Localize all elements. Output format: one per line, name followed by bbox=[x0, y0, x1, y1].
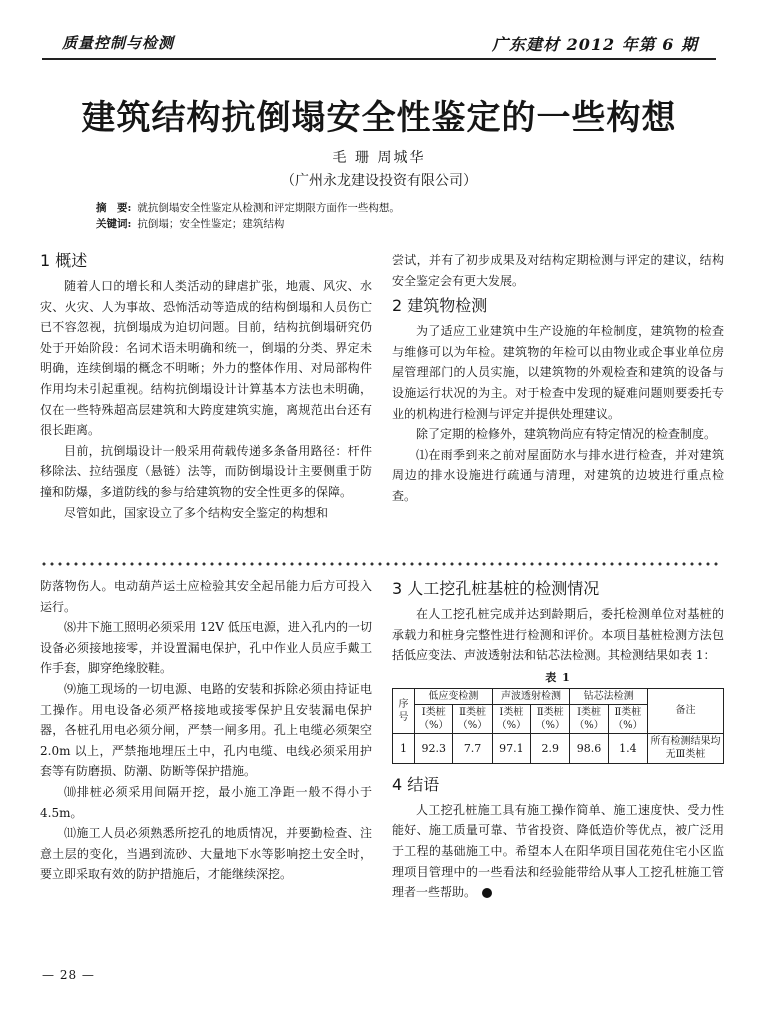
paragraph: ⑾施工人员必须熟悉所挖孔的地质情况，并要勤检查、注意土层的变化，当遇到流砂、大量地下水等影响挖土安全时，要立即采取有效的防护措施后，才能继续深挖。 bbox=[40, 826, 372, 882]
abstract-label: 摘 要: bbox=[96, 202, 132, 214]
paragraph: 在人工挖孔桩完成并达到龄期后，委托检测单位对基桩的承载力和桩身完整性进行检测和评价。本项目基桩检测方法包括低应变法、声波透射法和钻芯法检测。其检测结果如表 1： bbox=[392, 607, 724, 663]
section-heading-1: 1 概述 bbox=[40, 251, 88, 270]
paragraph: ⑽排桩必须采用间隔开挖，最小施工净距一般不得小于 4.5m。 bbox=[40, 784, 372, 820]
paragraph: 随着人口的增长和人类活动的肆虐扩张，地震、风灾、水灾、火灾、人为事故、恐怖活动等造成的结构倒塌和人员伤亡已不容忽视，抗倒塌成为迫切问题。目前，结构抗倒塌研究仍处于开始阶段：名词术语未明确和统一，倒塌的分类、界定未明确，连续倒塌的概念不明晰；外力的整体作用、对局部构件作用均未引起重视。结构抗倒塌设计计算基本方法也未明确，仅在一些特殊超高层建筑和大跨度建筑实施，离规范出台还有很长距离。 bbox=[40, 279, 372, 438]
header-rule bbox=[42, 58, 716, 60]
section-heading-3: 3 人工挖孔桩基桩的检测情况 bbox=[392, 579, 600, 598]
abstract bbox=[96, 201, 400, 216]
paragraph: ⑻井下施工照明必须采用 12V 低压电源，进入孔内的一切设备必须接地接零，并设置漏电保护，孔中作业人员应手戴工作手套，脚穿绝缘胶鞋。 bbox=[40, 620, 372, 676]
table-header-cell: 备注 bbox=[648, 688, 724, 733]
table-cell: 1 bbox=[393, 733, 415, 763]
table-header-row bbox=[393, 688, 724, 704]
lower-left-column bbox=[40, 576, 372, 885]
author-affiliation: （广州永龙建设投资有限公司） bbox=[281, 173, 477, 189]
paragraph: ⑴在雨季到来之前对屋面防水与排水进行检查，并对建筑周边的排水设施进行疏通与清理，对建筑的边坡进行重点检查。 bbox=[392, 447, 724, 503]
table-header-cell: 低应变检测 bbox=[415, 688, 493, 704]
table-cell: 1.4 bbox=[608, 733, 647, 763]
table-subheader-cell: Ⅱ类桩（%） bbox=[453, 704, 492, 733]
paragraph bbox=[392, 800, 724, 903]
paragraph: 目前，抗倒塌设计一般采用荷载传递多条备用路径：杆件移除法、拉结强度（悬链）法等，而防倒塌设计主要侧重于防撞和防爆，多道防线的参与给建筑物的安全性更多的保障。 bbox=[40, 443, 372, 499]
paragraph: 尽管如此，国家设立了多个结构安全鉴定的构想和 bbox=[64, 505, 329, 520]
table-subheader-cell: Ⅰ类桩（%） bbox=[415, 704, 453, 733]
table-row bbox=[393, 733, 724, 763]
end-of-article-icon bbox=[482, 888, 492, 898]
page-number: — 28 — bbox=[42, 968, 95, 982]
article-title: 建筑结构抗倒塌安全性鉴定的一些构想 bbox=[81, 98, 677, 138]
table-cell: 98.6 bbox=[570, 733, 608, 763]
results-table bbox=[392, 688, 724, 764]
table-subheader-cell: Ⅱ类桩（%） bbox=[608, 704, 647, 733]
paragraph: 尝试，并有了初步成果及对结构定期检测与评定的建议，结构安全鉴定会有更大发展。 bbox=[392, 253, 724, 288]
upper-right-column bbox=[392, 250, 724, 507]
paragraph: 防落物伤人。电动葫芦运土应检验其安全起吊能力后方可投入运行。 bbox=[40, 579, 372, 614]
lower-right-column bbox=[392, 578, 724, 903]
paragraph: ⑼施工现场的一切电源、电路的安装和拆除必须由持证电工操作。用电设备必须严格接地或接零保护且安装漏电保护器，各桩孔用电必须分闸，严禁一闸多用。孔上电缆必须架空 2.0m 以上，严禁拖地埋压土中，孔内电缆、电线必须采用护套等有防磨损、防潮、防断等保护措施。 bbox=[40, 681, 372, 779]
table-subheader-cell: Ⅱ类桩（%） bbox=[531, 704, 570, 733]
table-cell: 所有检测结果均无Ⅲ类桩 bbox=[648, 733, 724, 763]
section-label: 质量控制与检测 bbox=[62, 34, 175, 52]
table-header-cell: 声波透射检测 bbox=[492, 688, 570, 704]
table-cell: 2.9 bbox=[531, 733, 570, 763]
keywords bbox=[96, 217, 284, 232]
table-header-cell: 序号 bbox=[393, 688, 415, 733]
table-cell: 92.3 bbox=[415, 733, 453, 763]
section-heading-4: 4 结语 bbox=[392, 774, 440, 794]
paragraph: 为了适应工业建筑中生产设施的年检制度，建筑物的检查与维修可以为年检。建筑物的年检可以由物业或企事业单位房屋管理部门的人员实施，以建筑物的外观检查和建筑的设备与设施运行状况的为主。对于检查中发现的疑难问题则要委托专业的机构进行检测与评定并提供处理建议。 bbox=[392, 324, 724, 421]
section-heading-2: 2 建筑物检测 bbox=[392, 296, 488, 316]
abstract-text: 就抗倒塌安全性鉴定从检测和评定期限方面作一些构想。 bbox=[137, 202, 400, 214]
keywords-text: 抗倒塌；安全性鉴定；建筑结构 bbox=[137, 218, 285, 230]
table-subheader-cell: Ⅰ类桩（%） bbox=[492, 704, 530, 733]
paragraph-text: 人工挖孔桩施工具有施工操作简单、施工速度快、受力性能好、施工质量可靠、节省投资、降低造价等优点，被广泛用于工程的基础施工中。希望本人在阳华项目国花苑住宅小区监理项目管理中的一些看法和经验能带给从事人工挖孔桩施工管理者一些帮助。 bbox=[392, 802, 724, 900]
journal-issue: 广东建材 2012 年第 6 期 bbox=[492, 35, 698, 54]
table-cell: 7.7 bbox=[453, 733, 492, 763]
paragraph: 除了定期的检修外，建筑物尚应有特定情况的检查制度。 bbox=[416, 427, 717, 442]
keywords-label: 关键词: bbox=[96, 218, 132, 230]
running-header bbox=[42, 28, 716, 58]
article-authors: 毛 珊 周城华 bbox=[332, 150, 426, 166]
table-subheader-cell: Ⅰ类桩（%） bbox=[570, 704, 608, 733]
upper-left-column bbox=[40, 250, 372, 523]
table-caption: 表 1 bbox=[545, 670, 571, 684]
article-divider bbox=[40, 561, 718, 567]
table-cell: 97.1 bbox=[492, 733, 530, 763]
table-header-cell: 钻芯法检测 bbox=[570, 688, 648, 704]
